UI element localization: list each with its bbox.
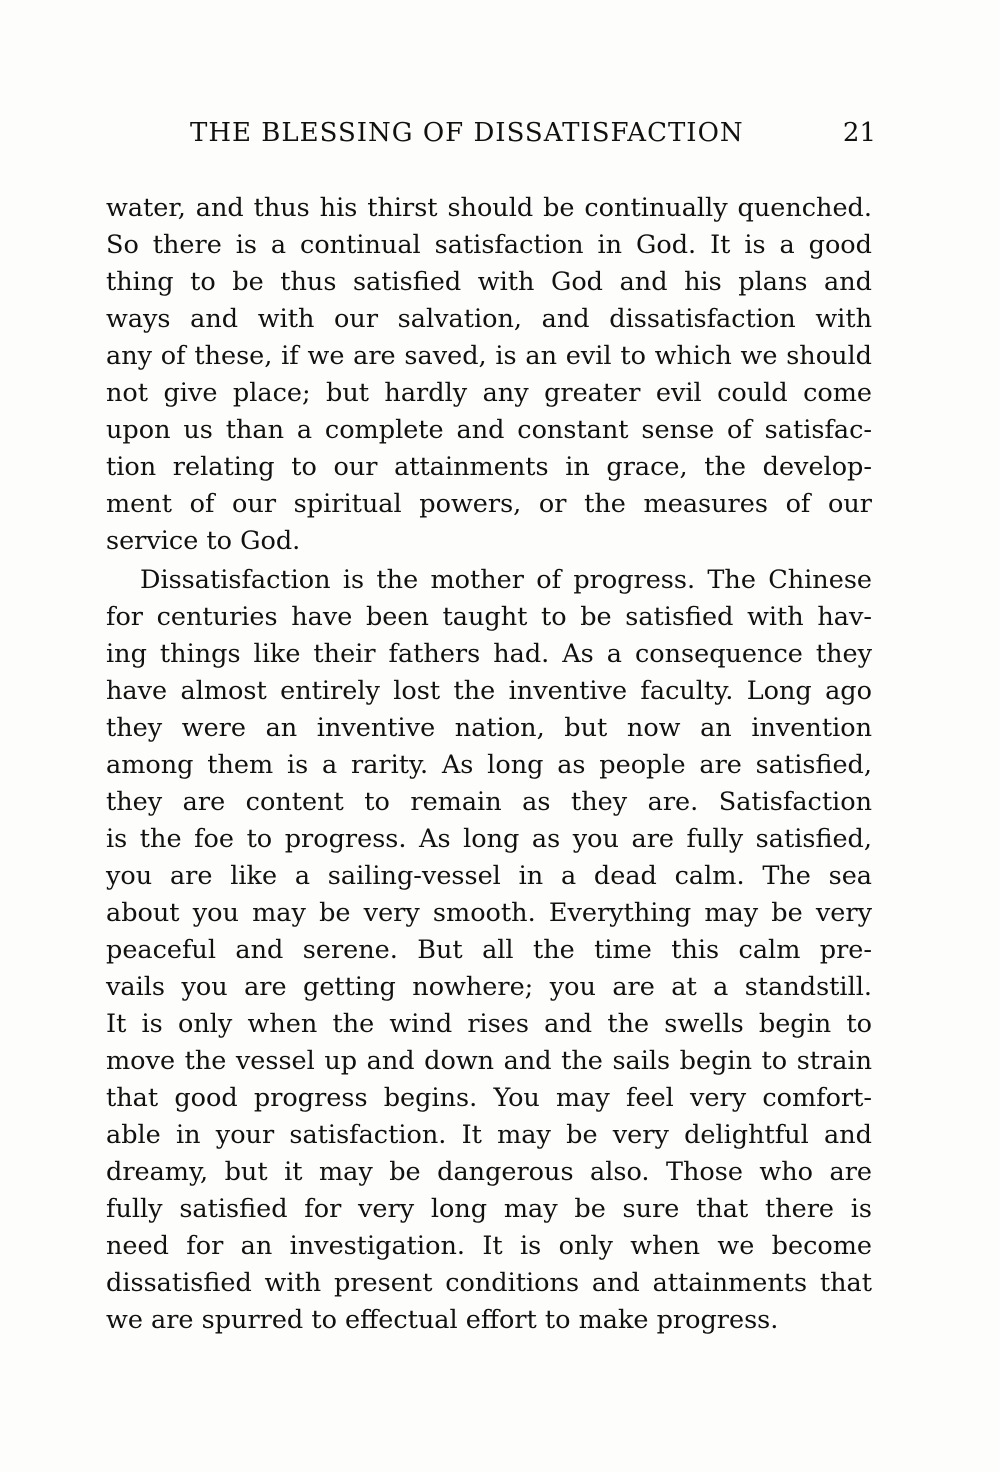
text-line: any of these, if we are saved, is an evil to which we should	[106, 341, 872, 371]
text-line: about you may be very smooth. Everything may be very	[106, 898, 872, 928]
paragraph-2	[106, 562, 872, 1339]
text-line: ment of our spiritual powers, or the measures of our	[106, 489, 872, 519]
text-line: So there is a continual satisfaction in God. It is a good	[106, 230, 872, 260]
paragraph-1	[106, 190, 872, 560]
text-line: upon us than a complete and constant sense of satisfac-	[106, 415, 872, 445]
running-title: THE BLESSING OF DISSATISFACTION	[190, 118, 744, 148]
text-line: not give place; but hardly any greater evil could come	[106, 378, 872, 408]
text-line: they are content to remain as they are. Satisfaction	[106, 787, 872, 817]
text-line: water, and thus his thirst should be continually quenched.	[106, 193, 872, 223]
text-line: dreamy, but it may be dangerous also. Those who are	[106, 1157, 872, 1187]
text-line: move the vessel up and down and the sails begin to strain	[106, 1046, 872, 1076]
text-line: they were an inventive nation, but now an invention	[106, 713, 872, 743]
text-line: need for an investigation. It is only when we become	[106, 1231, 872, 1261]
text-line: fully satisfied for very long may be sure that there is	[106, 1194, 872, 1224]
text-line: ways and with our salvation, and dissatisfaction with	[106, 304, 872, 334]
page-number: 21	[842, 118, 876, 148]
text-line: we are spurred to effectual effort to make progress.	[106, 1305, 779, 1335]
body-text	[106, 190, 872, 1339]
text-line: among them is a rarity. As long as people are satisfied,	[106, 750, 872, 780]
text-line: Dissatisfaction is the mother of progress. The Chinese	[140, 565, 872, 595]
text-line: you are like a sailing-vessel in a dead calm. The sea	[106, 861, 872, 891]
text-line: ing things like their fathers had. As a consequence they	[106, 639, 872, 669]
text-line: tion relating to our attainments in grace, the develop-	[106, 452, 872, 482]
running-head	[190, 118, 880, 158]
text-line: have almost entirely lost the inventive faculty. Long ago	[106, 676, 872, 706]
text-line: that good progress begins. You may feel very comfort-	[106, 1083, 872, 1113]
text-line: is the foe to progress. As long as you are fully satisfied,	[106, 824, 872, 854]
text-line: dissatisfied with present conditions and attainments that	[106, 1268, 872, 1298]
text-line: thing to be thus satisfied with God and his plans and	[106, 267, 872, 297]
text-line: able in your satisfaction. It may be very delightful and	[106, 1120, 872, 1150]
text-line: service to God.	[106, 526, 301, 556]
text-line: peaceful and serene. But all the time this calm pre-	[106, 935, 872, 965]
text-line: vails you are getting nowhere; you are at a standstill.	[106, 972, 872, 1002]
text-line: It is only when the wind rises and the swells begin to	[106, 1009, 872, 1039]
text-line: for centuries have been taught to be satisfied with hav-	[106, 602, 872, 632]
